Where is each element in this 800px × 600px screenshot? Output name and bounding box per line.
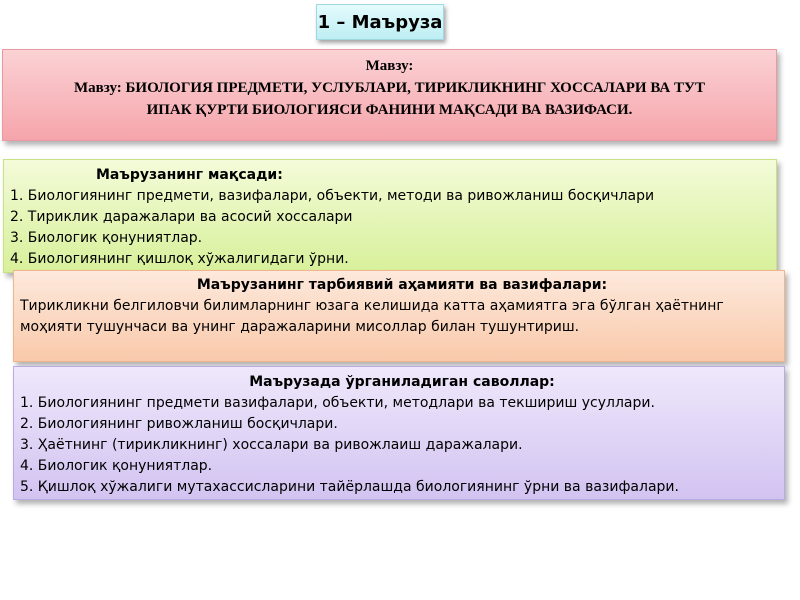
question-item: 5. Қишлоқ хўжалиги мутахассисларини тайёрлашда биологиянинг ўрни ва вазифалари.: [20, 479, 679, 495]
questions-heading: Маърузада ўрганиладиган саволлар:: [249, 374, 555, 390]
educational-heading: Маърузанинг тарбиявий аҳамияти ва вазифалари:: [196, 277, 608, 293]
question-item: 3. Ҳаётнинг (тирикликнинг) хоссалари ва ривожлаиш даражалари.: [20, 437, 523, 453]
goals-item: 3. Биологик қонуниятлар.: [10, 230, 203, 246]
question-item: 4. Биологик қонуниятлар.: [20, 458, 213, 474]
question-item: 2. Биологиянинг ривожланиш босқичлари.: [20, 416, 338, 432]
goals-panel: [3, 159, 777, 273]
topic-line-1: Мавзу: БИОЛОГИЯ ПРЕДМЕТИ, УСЛУБЛАРИ, ТИРИКЛИКНИНГ ХОССАЛАРИ ВА ТУТ: [73, 80, 705, 96]
topic-panel: [2, 49, 777, 141]
educational-panel: [13, 270, 785, 362]
goals-item: 4. Биологиянинг қишлоқ хўжалигидаги ўрни.: [10, 251, 349, 267]
slide-title: 1 – Маъруза: [316, 4, 444, 40]
goals-heading: Маърузанинг мақсади:: [96, 167, 283, 183]
questions-panel: [13, 366, 785, 500]
educational-line-1: Тирикликни белгиловчи билимларнинг юзага келишида катта аҳамиятга эга бўлган ҳаётнинг: [20, 298, 724, 314]
goals-item: 1. Биологиянинг предмети, вазифалари, объекти, методи ва ривожланиш босқичлари: [10, 188, 655, 204]
topic-label: Мавзу:: [365, 58, 414, 74]
topic-line-2: ИПАК ҚУРТИ БИОЛОГИЯСИ ФАНИНИ МАҚСАДИ ВА ВАЗИФАСИ.: [146, 102, 633, 118]
goals-item: 2. Тириклик даражалари ва асосий хоссалари: [10, 209, 353, 225]
educational-line-2: моҳияти тушунчаси ва унинг даражаларини мисоллар билан тушунтириш.: [20, 319, 580, 335]
question-item: 1. Биологиянинг предмети вазифалари, объекти, методлари ва текшириш усуллари.: [20, 395, 655, 411]
